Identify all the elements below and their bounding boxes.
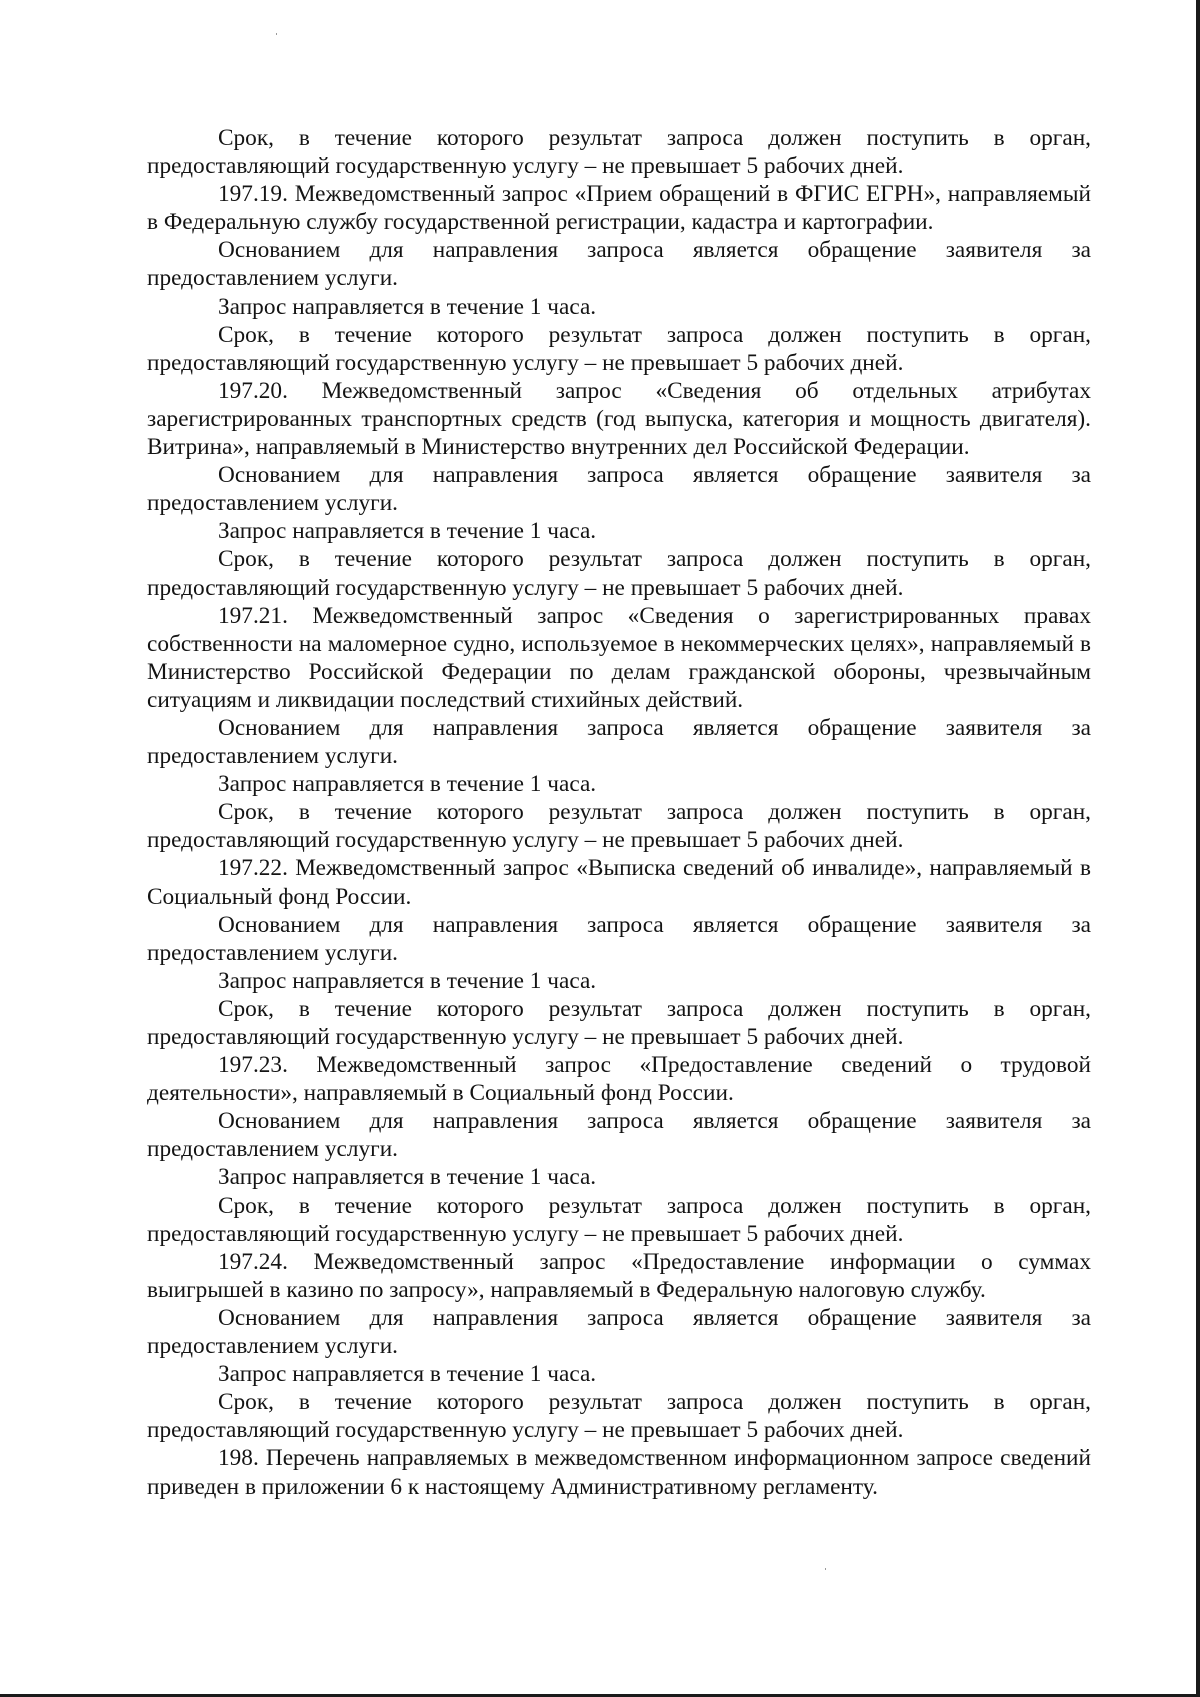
paragraph: Основанием для направления запроса является обращение заявителя за предоставлением услуги. xyxy=(147,714,1091,770)
paragraph: Запрос направляется в течение 1 часа. xyxy=(218,518,597,545)
paragraph: 197.23. Межведомственный запрос «Предоставление сведений о трудовой деятельности», направляемый в Социальный фонд России. xyxy=(147,1052,1091,1107)
paragraph: 197.21. Межведомственный запрос «Сведения о зарегистрированных правах собственности на маломерное судно, используемое в некоммерческих целях», направляемый в Министерство Российской Федерации по делам гражданской обороны, чрезвычайным ситуациям и ликвидации последствий стихийных действий. xyxy=(147,602,1091,713)
paragraph: Запрос направляется в течение 1 часа. xyxy=(218,1164,597,1191)
paragraph: Срок, в течение которого результат запроса должен поступить в орган, предоставляющий государственную услугу – не превышает 5 рабочих дней. xyxy=(147,321,1091,376)
paragraph: Срок, в течение которого результат запроса должен поступить в орган, предоставляющий государственную услугу – не превышает 5 рабочих дней. xyxy=(147,125,1091,180)
paragraph: 197.20. Межведомственный запрос «Сведения об отдельных атрибутах зарегистрированных транспортных средств (год выпуска, категория и мощность двигателя). Витрина», направляемый в Министерство внутренних дел Российской Федерации. xyxy=(147,377,1091,461)
paragraph: 197.19. Межведомственный запрос «Прием обращений в ФГИС ЕГРН», направляемый в Федеральную службу государственной регистрации, кадастра и картографии. xyxy=(147,181,1091,236)
paragraph: Основанием для направления запроса является обращение заявителя за предоставлением услуги. xyxy=(147,1108,1091,1163)
paragraph: Основанием для направления запроса является обращение заявителя за предоставлением услуги. xyxy=(147,1304,1091,1360)
paragraph: 197.24. Межведомственный запрос «Предоставление информации о суммах выигрышей в казино по запросу», направляемый в Федеральную налоговую службу. xyxy=(147,1248,1091,1303)
scan-speck xyxy=(276,33,277,35)
paragraph: Срок, в течение которого результат запроса должен поступить в орган, предоставляющий государственную услугу – не превышает 5 рабочих дней. xyxy=(147,799,1091,854)
paragraph: Срок, в течение которого результат запроса должен поступить в орган, предоставляющий государственную услугу – не превышает 5 рабочих дней. xyxy=(147,1192,1091,1247)
paragraph: 197.22. Межведомственный запрос «Выписка сведений об инвалиде», направляемый в Социальный фонд России. xyxy=(147,855,1091,910)
paragraph: Основанием для направления запроса является обращение заявителя за предоставлением услуги. xyxy=(147,462,1091,517)
paragraph: Запрос направляется в течение 1 часа. xyxy=(218,967,597,994)
document-body xyxy=(147,124,1091,1501)
paragraph: Срок, в течение которого результат запроса должен поступить в орган, предоставляющий государственную услугу – не превышает 5 рабочих дней. xyxy=(147,1389,1091,1444)
scan-speck xyxy=(825,1568,826,1570)
paragraph: 198. Перечень направляемых в межведомственном информационном запросе сведений приведен в приложении 6 к настоящему Административному регламенту. xyxy=(147,1445,1091,1500)
paragraph: Срок, в течение которого результат запроса должен поступить в орган, предоставляющий государственную услугу – не превышает 5 рабочих дней. xyxy=(147,546,1091,601)
paragraph: Основанием для направления запроса является обращение заявителя за предоставлением услуги. xyxy=(147,911,1091,966)
paragraph: Запрос направляется в течение 1 часа. xyxy=(218,293,597,320)
paragraph: Запрос направляется в течение 1 часа. xyxy=(218,1361,597,1388)
paragraph: Срок, в течение которого результат запроса должен поступить в орган, предоставляющий государственную услугу – не превышает 5 рабочих дней. xyxy=(147,995,1091,1050)
paragraph: Основанием для направления запроса является обращение заявителя за предоставлением услуги. xyxy=(147,237,1091,292)
paragraph: Запрос направляется в течение 1 часа. xyxy=(218,771,597,798)
